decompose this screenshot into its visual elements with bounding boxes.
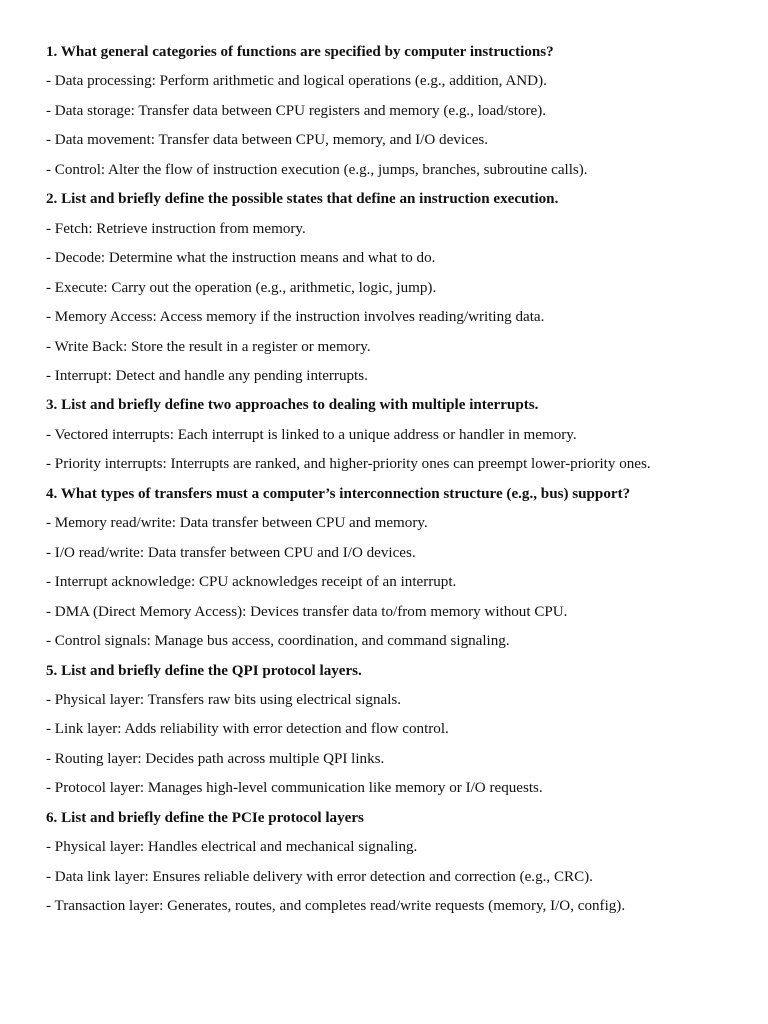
section-2 (46, 185, 764, 391)
answer-line: - Priority interrupts: Interrupts are ranked, and higher-priority ones can preempt lower-priority ones. (46, 456, 651, 473)
answer-line: - Transaction layer: Generates, routes, and completes read/write requests (memory, I/O, config). (46, 898, 626, 915)
answer-line: - Interrupt: Detect and handle any pending interrupts. (46, 367, 368, 384)
section-5 (46, 657, 764, 804)
section-6 (46, 804, 764, 922)
answer-line: - Link layer: Adds reliability with error detection and flow control. (46, 721, 449, 738)
answer-line: - Data movement: Transfer data between CPU, memory, and I/O devices. (46, 132, 489, 149)
section-3 (46, 391, 764, 479)
answer-line: - Protocol layer: Manages high-level communication like memory or I/O requests. (46, 780, 543, 797)
question-heading: 1. What general categories of functions are specified by computer instructions? (46, 44, 554, 60)
answer-line: - Vectored interrupts: Each interrupt is linked to a unique address or handler in memory. (46, 426, 577, 443)
answer-line: - Write Back: Store the result in a register or memory. (46, 338, 371, 355)
answer-line: - Memory read/write: Data transfer between CPU and memory. (46, 515, 428, 532)
answer-line: - I/O read/write: Data transfer between CPU and I/O devices. (46, 544, 416, 561)
answer-line: - Decode: Determine what the instruction means and what to do. (46, 250, 436, 267)
answer-line: - DMA (Direct Memory Access): Devices transfer data to/from memory without CPU. (46, 603, 568, 620)
question-heading: 6. List and briefly define the PCIe protocol layers (46, 809, 364, 826)
answer-line: - Memory Access: Access memory if the instruction involves reading/writing data. (46, 309, 545, 326)
answer-line: - Physical layer: Handles electrical and mechanical signaling. (46, 839, 418, 856)
question-heading: 4. What types of transfers must a computer’s interconnection structure (e.g., bus) support? (46, 485, 631, 502)
question-heading: 3. List and briefly define two approaches to dealing with multiple interrupts. (46, 397, 539, 414)
question-heading: 2. List and briefly define the possible states that define an instruction execution. (46, 191, 559, 208)
answer-line: - Control: Alter the flow of instruction execution (e.g., jumps, branches, subroutine calls). (46, 161, 588, 178)
section-1 (46, 38, 764, 185)
answer-line: - Physical layer: Transfers raw bits using electrical signals. (46, 691, 402, 708)
answer-line: - Data link layer: Ensures reliable delivery with error detection and correction (e.g., CRC). (46, 868, 593, 885)
question-heading: 5. List and briefly define the QPI protocol layers. (46, 662, 362, 679)
answer-line: - Fetch: Retrieve instruction from memory. (46, 220, 306, 237)
answer-line: - Control signals: Manage bus access, coordination, and command signaling. (46, 633, 510, 650)
answer-line: - Execute: Carry out the operation (e.g., arithmetic, logic, jump). (46, 279, 437, 296)
answer-line: - Interrupt acknowledge: CPU acknowledges receipt of an interrupt. (46, 574, 457, 591)
answer-line: - Data storage: Transfer data between CPU registers and memory (e.g., load/store). (46, 102, 547, 119)
answer-line: - Data processing: Perform arithmetic and logical operations (e.g., addition, AND). (46, 73, 547, 90)
answer-line: - Routing layer: Decides path across multiple QPI links. (46, 750, 385, 767)
section-4 (46, 480, 764, 657)
document-body (46, 38, 764, 922)
